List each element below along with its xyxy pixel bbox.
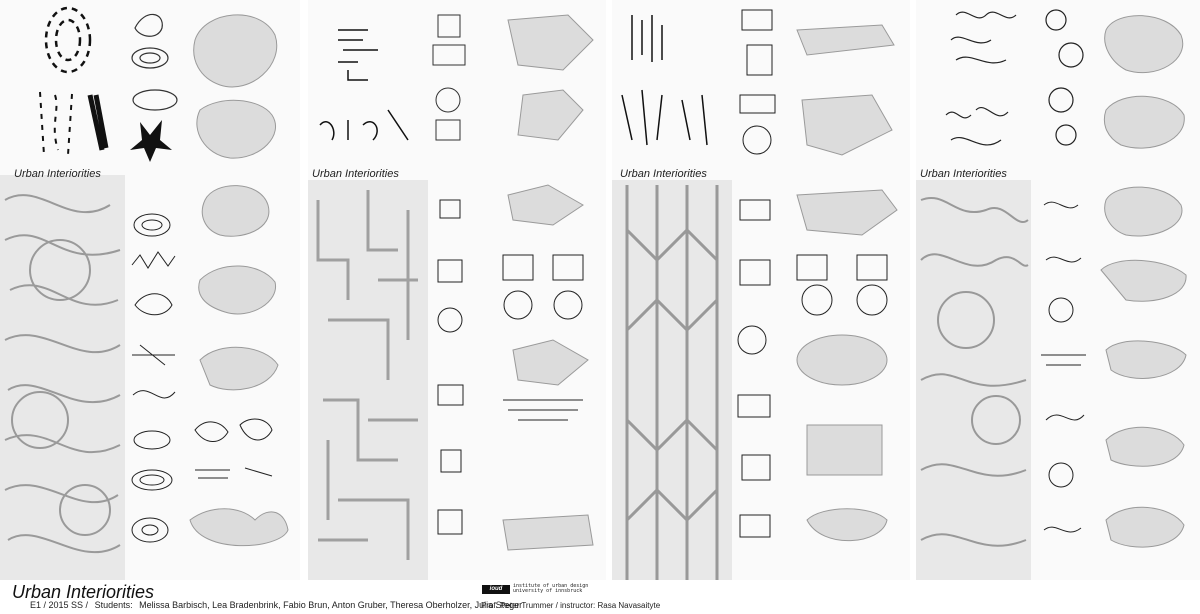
board-4-artwork	[916, 0, 1200, 580]
board-title: Urban Interiorities	[312, 168, 399, 180]
poster-board-4	[916, 0, 1200, 580]
institute-name	[513, 584, 588, 594]
footer-title: Urban Interiorities	[12, 582, 155, 602]
board-title: Urban Interiorities	[920, 168, 1007, 180]
course-label: E1 / 2015 SS /	[30, 600, 89, 610]
board-title: Urban Interiorities	[620, 168, 707, 180]
professor-credit: Prof. Peter Trummer / instructor: Rasa Navasaityte	[481, 601, 661, 610]
ioud-logo: ioud	[482, 585, 510, 594]
poster-board-2	[308, 0, 606, 580]
board-title: Urban Interiorities	[14, 168, 101, 180]
board-3-artwork	[612, 0, 910, 580]
poster-board-1	[0, 0, 300, 580]
students-list: Melissa Barbisch, Lea Bradenbrink, Fabio Brun, Anton Gruber, Theresa Oberholzer, Julia Steger	[139, 600, 523, 610]
footer-credits	[30, 600, 526, 610]
students-label: Students:	[94, 600, 133, 610]
institute-line-2: university of innsbruck	[513, 588, 583, 594]
institute-line-1: institute of urban design	[513, 583, 589, 589]
poster-board-3	[612, 0, 910, 580]
board-2-artwork	[308, 0, 606, 580]
board-1-artwork	[0, 0, 300, 580]
